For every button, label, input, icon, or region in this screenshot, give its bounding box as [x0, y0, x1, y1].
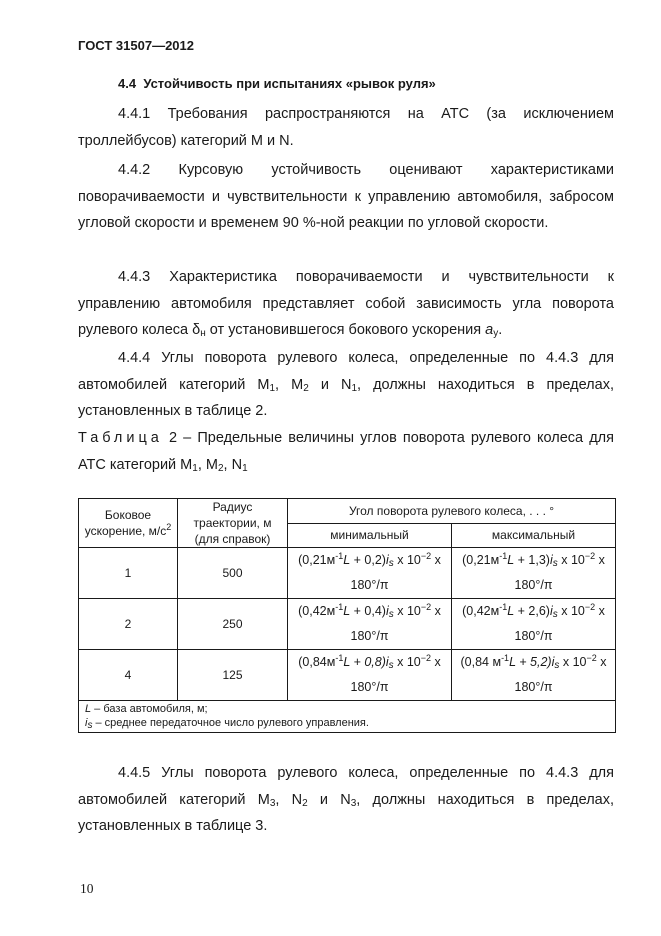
table-row	[79, 548, 616, 599]
cell-acceleration: 1	[79, 548, 178, 599]
header-trajectory-radius: Радиус траектории, м (для справок)	[178, 499, 288, 548]
cell-max-angle: $(0,42м^{-1}L + 2,6)i_s$ x $10^{-2}$ x 180°/π	[452, 599, 616, 650]
page-number: 10	[80, 881, 94, 896]
cell-acceleration: 4	[79, 650, 178, 701]
header-maximum: максимальный	[452, 523, 616, 548]
table-row	[79, 599, 616, 650]
paragraph-4-4-2: 4.4.2 Курсовую устойчивость оценивают характеристиками поворачиваемости и чувствительности к управлению автомобиля, забросом угловой скорости и временем 90 %-ной реакции по угловой скорости.	[78, 162, 615, 231]
table-header-row	[79, 499, 616, 524]
table-notes: L – база автомобиля, м; $i_s$ – среднее передаточное число рулевого управления.	[79, 701, 616, 733]
cell-min-angle: $(0,42м^{-1}L + 0,4)i_s$ x $10^{-2}$ x 180°/π	[288, 599, 452, 650]
limits-table	[78, 498, 616, 733]
cell-radius: 250	[178, 599, 288, 650]
header-minimum: минимальный	[288, 523, 452, 548]
header-lateral-acceleration: Боковое ускорение, $м/с^2$	[79, 499, 178, 548]
paragraph-4-4-3: 4.4.3 Характеристика поворачиваемости и чувствительности к управлению автомобиля представляет собой зависимость угла поворота рулевого колеса $\delta_н$ от установившегося бокового ускорения $a_y$.	[78, 269, 614, 339]
cell-min-angle: $(0,21м^{-1}L + 0,2)i_s$ x $10^{-2}$ x 180°/π	[288, 548, 452, 599]
cell-radius: 125	[178, 650, 288, 701]
header-steering-angle-group: Угол поворота рулевого колеса, . . . °	[288, 499, 616, 524]
paragraph-4-4-1: 4.4.1 Требования распространяются на АТС (за исключением троллейбусов) категорий M и N.	[78, 106, 614, 149]
section-heading	[118, 76, 436, 91]
section-number: 4.4	[118, 76, 137, 91]
document-header: ГОСТ 31507—2012	[78, 38, 194, 53]
cell-acceleration: 2	[79, 599, 178, 650]
cell-radius: 500	[178, 548, 288, 599]
cell-max-angle: (0,84 $м^{-1}L + 5,2)i_s$ x $10^{-2}$ x 180°/π	[452, 650, 616, 701]
table-row	[79, 650, 616, 701]
cell-max-angle: $(0,21м^{-1}L + 1,3)i_s$ x $10^{-2}$ x 180°/π	[452, 548, 616, 599]
section-title: Устойчивость при испытаниях «рывок руля»	[143, 76, 436, 91]
table-note-row	[79, 701, 616, 733]
cell-min-angle: $(0,84м^{-1}L + 0,8)i_s$ x $10^{-2}$ x 180°/π	[288, 650, 452, 701]
paragraph-4-4-4: 4.4.4 Углы поворота рулевого колеса, определенные по 4.4.3 для автомобилей категорий $M_1$, $M_2$ и $N_1$, должны находиться в пределах, установленных в таблице 2.	[78, 350, 614, 419]
paragraph-4-4-5: 4.4.5 Углы поворота рулевого колеса, определенные по 4.4.3 для автомобилей категорий $M_3$, $N_2$ и $N_3$, должны находиться в пределах, установленных в таблице 3.	[78, 765, 615, 834]
table-caption: Таблица 2 – Предельные величины углов поворота рулевого колеса для АТС категорий $M_1$, $M_2$, $N_1$	[78, 430, 614, 474]
